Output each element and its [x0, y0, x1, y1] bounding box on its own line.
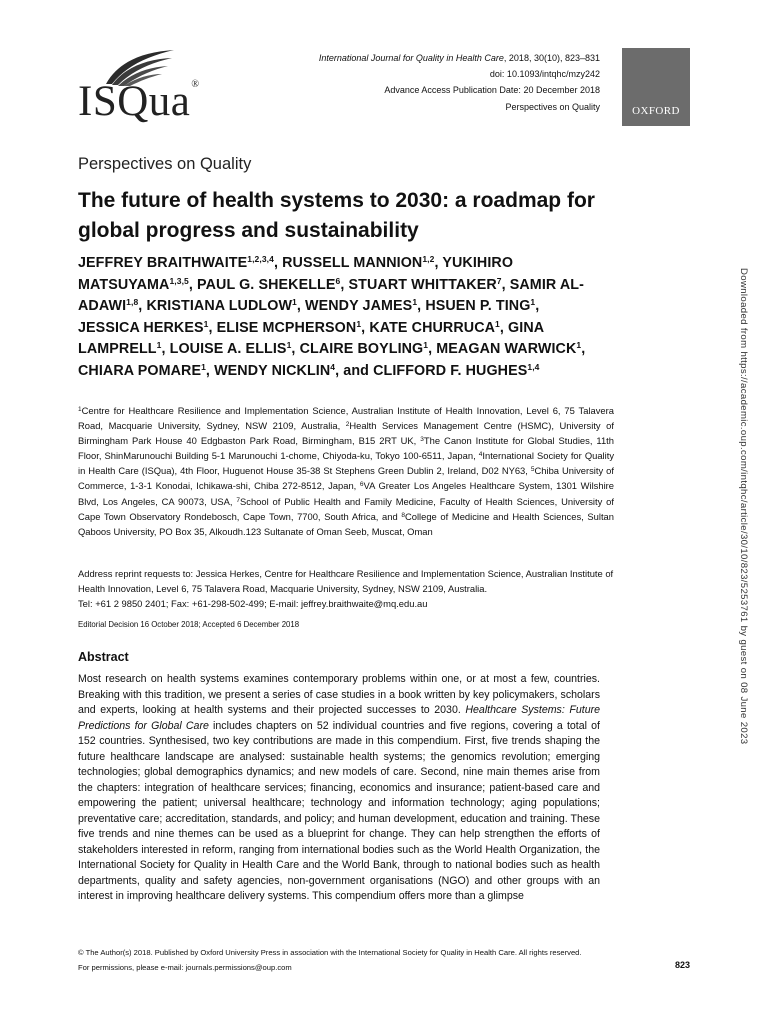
author-name: CHIARA POMARE [78, 362, 202, 379]
reprint-address [78, 566, 614, 611]
author-name: LOUISE A. ELLIS [169, 341, 287, 358]
author-affiliation-mark: 1 [576, 340, 582, 351]
author-affiliation-mark: 1 [203, 318, 209, 329]
affiliation-number: 2 [345, 421, 350, 429]
author-name: PAUL G. SHEKELLE [197, 276, 336, 293]
advance-access-date: Advance Access Publication Date: 20 December 2018 [384, 85, 600, 96]
author-affiliation-mark: 1 [356, 318, 362, 329]
author-name: STUART WHITTAKER [348, 276, 497, 293]
author-name: RUSSELL MANNION [282, 255, 423, 271]
affiliation-number: 6 [359, 481, 364, 489]
author-name: JESSICA HERKES [78, 319, 204, 336]
author-name: HSUEN P. TING [425, 298, 531, 315]
author-name: CLAIRE BOYLING [299, 341, 424, 358]
author-affiliation-mark: 1 [495, 318, 500, 329]
author-affiliation-mark: 1,4 [527, 361, 540, 372]
journal-category: Perspectives on Quality [505, 101, 600, 112]
author-name: ELISE MCPHERSON [216, 319, 357, 336]
copyright-notice: © The Author(s) 2018. Published by Oxford University Press in association with the International Society for Quality in Health Care. All rights reserved. [78, 948, 582, 957]
author-list: JEFFREY BRAITHWAITE$^{1,2,3,4}$, RUSSELL MANNION$^{1,2}$, YUKIHIRO MATSUYAMA$^{1,3,5}$, PAUL G. SHEKELLE$^6$, STUART WHITTAKER$^7$, SAMIR AL-ADAWI$^{1,8}$, KRISTIANA LUDLOW$^1$, WENDY JAMES$^1$, HSUEN P. TING$^1$, JESSICA HERKES$^1$, ELISE MCPHERSON$^1$, KATE CHURRUCA$^1$, GINA LAMPRELL$^1$, LOUISE A. ELLIS$^1$, CLAIRE BOYLING$^1$, MEAGAN WARWICK$^1$, CHIARA POMARE$^1$, WENDY NICKLIN$^4$, and CLIFFORD F. HUGHES$^{1,4}$ [78, 254, 586, 379]
affiliation-number: 5 [530, 466, 535, 474]
author-affiliation-mark: 1 [530, 297, 536, 308]
section-label: Perspectives on Quality [78, 155, 252, 173]
reprint-address-text: Address reprint requests to: Jessica Herkes, Centre for Healthcare Resilience and Implementation Science, Australian Institute of Health Innovation, Level 6, 75 Talavera Road, Macquarie University, Sydney, NSW 2109, Australia. [78, 568, 614, 595]
isqua-logo [78, 48, 200, 128]
affiliation-number: 8 [401, 511, 405, 519]
affiliations [78, 403, 614, 539]
author-name: WENDY NICKLIN [214, 362, 331, 379]
oxford-logo-text: OXFORD [632, 105, 680, 117]
author-affiliation-mark: 1 [201, 361, 206, 372]
affiliation-text: VA Greater Los Angeles Healthcare System, 1301 Wilshire Blvd, Los Angeles, CA 90073, USA, [78, 480, 614, 507]
journal-doi: doi: 10.1093/intqhc/mzy242 [489, 69, 600, 80]
journal-name: International Journal for Quality in Health Care [318, 53, 504, 63]
author-affiliation-mark: 6 [335, 275, 341, 286]
book-title: Healthcare Systems: Future Predictions for Global Care [78, 704, 601, 732]
affiliation-text: International Society for Quality in Health Care (ISQua), 4th Floor, Huguenot House 35-38 St Stephens Green Dublin 2, Ireland, D02 NY63, [78, 450, 615, 477]
author-name: SAMIR AL-ADAWI [78, 276, 584, 315]
affiliation-text: Chiba University of Commerce, 1-3-1 Konodai, Ichikawa-shi, Chiba 272-8512, Japan, [78, 465, 614, 492]
editorial-dates: Editorial Decision 16 October 2018; Accepted 6 December 2018 [78, 620, 300, 629]
abstract-heading: Abstract [78, 650, 129, 664]
affiliation-number: 3 [420, 436, 424, 444]
author-affiliation-mark: 1,2 [422, 254, 435, 264]
permissions-notice: For permissions, please e-mail: journals.permissions@oup.com [78, 962, 292, 972]
isqua-logo-text: ISQua® [78, 78, 200, 125]
affiliation-number: 1 [78, 406, 82, 413]
author-affiliation-mark: 1 [286, 340, 292, 351]
author-affiliation-mark: 1,2,3,4 [247, 254, 274, 264]
author-affiliation-mark: 4 [330, 361, 336, 372]
affiliation-text: Health Services Management Centre (HSMC), University of Birmingham Park House 40 Edgbaston Park Road, Birmingham, B15 2RT UK, [78, 420, 614, 447]
author-affiliation-mark: 7 [496, 275, 502, 286]
footer [78, 946, 690, 975]
affiliation-number: 4 [478, 451, 483, 459]
journal-info [319, 50, 600, 115]
author-name: KATE CHURRUCA [369, 319, 496, 336]
author-affiliation-mark: 1 [412, 297, 418, 308]
author-name: KRISTIANA LUDLOW [146, 298, 293, 315]
download-watermark: Downloaded from https://academic.oup.com/intqhc/article/30/10/823/5253761 by guest on 08 June 2023 [738, 268, 749, 745]
author-affiliation-mark: 1,8 [126, 297, 139, 308]
author-name: CLIFFORD F. HUGHES [373, 362, 528, 379]
affiliation-text: Centre for Healthcare Resilience and Implementation Science, Australian Institute of Health Innovation, Level 6, 75 Talavera Road, Macquarie University, Sydney, NSW 2109, Australia, [78, 405, 614, 432]
journal-citation: , 2018, 30(10), 823–831 [503, 53, 600, 63]
affiliation-text: College of Medicine and Health Sciences, Sultan Qaboos University, PO Box 35, Alkoudh.123 Sultanate of Oman Seeb, Muscat, Oman [78, 510, 614, 537]
author-affiliation-mark: 1 [156, 340, 162, 351]
author-name: MEAGAN WARWICK [436, 341, 577, 358]
affiliation-text: The Canon Institute for Global Studies, 11th Floor, ShinMarunouchi Building 5-1 Marunouchi 1-chome, Chiyoda-ku, Tokyo 100-6511, Japan, [78, 435, 614, 462]
contact-info: Tel: +61 2 9850 2401; Fax: +61-298-502-499; E-mail: jeffrey.braithwaite@mq.edu.au [78, 598, 428, 610]
author-name: YUKIHIRO MATSUYAMA [78, 255, 514, 293]
author-name: GINA LAMPRELL [78, 319, 544, 358]
oxford-logo [622, 48, 690, 126]
author-affiliation-mark: 1 [292, 297, 297, 308]
author-affiliation-mark: 1 [423, 340, 429, 351]
author-affiliation-mark: 1,3,5 [169, 275, 189, 286]
author-name: WENDY JAMES [305, 298, 413, 315]
abstract-text: Most research on health systems examines contemporary problems within one, or at most a few, countries. Breaking with this tradition, we present a series of case studies in a book written by key policymakers, scholars and experts, looking at health systems and their projected successes to 2030. Healthcare Systems: Future Predictions for Global Care includes chapters on 52 individual countries and five regions, covering a total of 152 countries. Synthesised, two key contributions are made in this compendium. First, five trends shaping the future healthcare landscape are analysed: sustainable health systems; the genomics revolution; emerging technologies; global demographics dynamics; and new models of care. Second, nine main themes arise from the chapters: integration of healthcare services; financing, economics and insurance; patient-based care and empowering the patient; universal healthcare; technology and information technology; aging populations; preventative care; accreditation, standards, and policy; and human development, education and training. These five trends and nine themes can be used as a blueprint for change. They can help strengthen the efforts of stakeholders interested in reform, ranging from international bodies such as the World Health Organization, the International Society for Quality in Health Care and the World Bank, through to national bodies such as health departments, quality and safety agencies, non-government organisations (NGO) and other groups with an interest in improving healthcare delivery systems. This compendium offers more than a glimpse [78, 673, 601, 902]
affiliation-text: School of Public Health and Family Medicine, Faculty of Health Sciences, University of Cape Town Observatory Rondebosch, Cape Town, 7700, South Africa, and [78, 495, 614, 522]
article-title: The future of health systems to 2030: a roadmap for global progress and sustainability [78, 189, 595, 242]
author-name: JEFFREY BRAITHWAITE [78, 255, 248, 271]
page-number: 823 [674, 960, 690, 970]
affiliation-number: 7 [236, 496, 240, 504]
